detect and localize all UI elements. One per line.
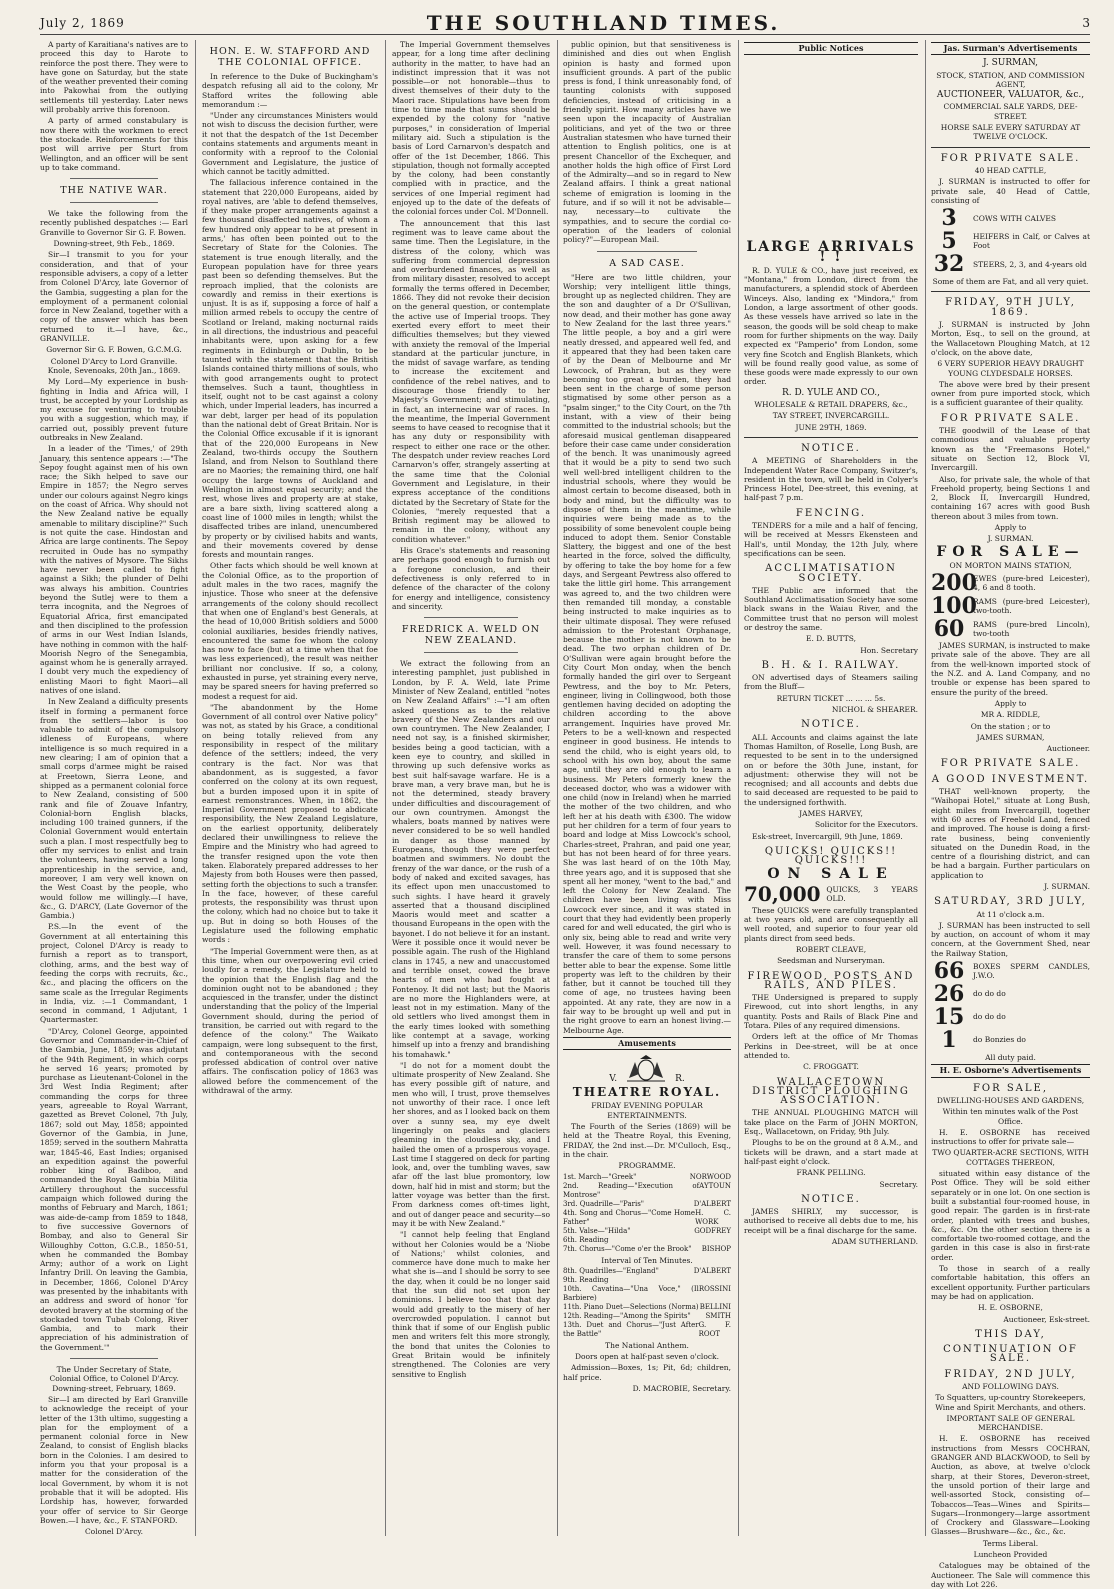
programme-composer: G. F. ROOT [698, 1320, 731, 1338]
dateline: Downing-street, 9th Feb., 1869. [53, 239, 175, 249]
paragraph: We extract the following from an interesting pamphlet, just published in London, by F. A. Weld, late Prime Minister of New Zealand, entitled "notes on New Zealand Affairs" :—"I am often asked questions as to the relative bravery of the New Zealanders and our own countrymen. The New Zealander, I need not say, is a finished skirmisher, besides being a good tactician, with a keen eye to country, and skilled in throwing up such defensive works as best suit half-savage warfare. He is a brave man, a very brave man, but he is not the determined, steady bravery under difficulties and discouragement of our own countrymen. Amongst the whalers, boats manned by natives were never considered to be so well handled in danger as those manned by Europeans, though they were perfect boatmen and swimmers. No doubt the frenzy of the war dance, or the rush of a body of naked and excited savages, has its effect upon men unaccustomed to such sights. I have heard it gravely asserted that a thousand disciplined Maoris would meet and scatter a thousand Europeans in the open with the bayonet. I do not believe it for an instant. Were it possible once it would never be possible again. The rush of the Highland clans in 1745, a new and unaccustomed and terrible onset, cowed the brave hearts of men who had fought at Fontenoy. It did not last; but the Maoris are no more the Highlanders were, at least not in my estimation. Many of the old settlers who lived amongst them in the early times looked with something like contempt at a savage, working himself up into a frenzy and brandishing his tomahawk." [392, 659, 550, 1059]
paragraph: The Fourth of the Series (1869) will be held at the Theatre Royal, this Evening, FRIDAY, the 2nd inst.—Dr. M'Culloch, Esq., in the chair. [563, 1122, 731, 1159]
ad-line: IMPORTANT SALE OF GENERAL MERCHANDISE. [946, 1413, 1075, 1433]
quantity-number: 26 [933, 981, 965, 1008]
signature: Auctioneer. [1046, 744, 1090, 754]
programme-item [563, 1200, 731, 1209]
quantity-number: 15 [933, 1004, 965, 1031]
quantity-number: 200 [931, 570, 977, 597]
article-heading: THE NATIVE WAR. [60, 185, 168, 197]
quantity-line [931, 1027, 1090, 1054]
ad-line: Within ten minutes walk of the Post Office. [942, 1107, 1079, 1126]
quantity-text: HEIFERS in Calf, or Calves at Foot [973, 231, 1090, 251]
ad-line: JAMES SURMAN, [976, 732, 1045, 742]
divider [70, 202, 159, 203]
programme-item [563, 1173, 731, 1182]
paragraph: The announcement that this last regiment was to leave came about the same time. Then the Legislature, in the distress of the colony, which was suffering from commercial depression and overburdened finances, as well as from military disaster, resolved to accept formally the terms offered in December, 1866. They did not revoke their decision on the general question, or contemplate the active use of Imperial troops. They exerted every effort to meet their difficulties themselves; but they viewed with anxiety the removal of the Imperial standard at the particular juncture, in the midst of savage warfare, as tending to increase the excitement and confidence of the rebel natives, and to discourage those friendly to her Majesty's Government; and stimulating, in fact, an internecine war of races. In the meantime, the Imperial Government seems to have ceased to recognise that it has any duty or responsibility with respect to either one race or the other. The despatch under review reaches Lord Carnarvon's offer, strangely asserting at the same time that the Colonial Government and Legislature, in their express acceptance of the conditions dictated by the Secretary of State for the Colonies, "merely requested that a British regiment may be allowed to remain in the colony, without any condition whatever." [392, 218, 550, 544]
signature: Auctioneer, Esk-street. [1003, 1314, 1090, 1324]
ad-line: ROBERT CLEAVE, [795, 945, 867, 954]
ad-line: J. SURMAN. [987, 534, 1034, 544]
ad-line: C. FROGGATT. [803, 1062, 859, 1072]
column-5 [744, 40, 918, 1536]
crest-letter: R. [675, 1073, 685, 1084]
programme-piece: 4th. Song and Chorus—"Come Home Father" [563, 1208, 696, 1226]
quantity-number: 66 [933, 958, 965, 985]
programme-item [563, 1285, 731, 1303]
ad-title: ON SALE [767, 865, 895, 882]
quantity-line [931, 981, 1090, 1008]
ad-title: CONTINUATION OF SALE. [943, 1344, 1078, 1365]
paragraph: "Here are two little children, your Worship; very intelligent little things, brought up as neglected children. They are the son and daughter of a Dr O'Sullivan, now dead, and their mother has gone away to New Zealand for the last three years." The little people, a boy and a girl were neatly dressed, and appeared well fed, and it appeared that they had been taken care of by the Dean of Melbourne and Mr Lowcock, of Prahran, but as they were becoming too great a burden, they had been sent in the charge of some person stigmatised by some other person as a "psalm singer," to the City Court, on the 7th instant, with a view of their being committed to the industrial schools; but the aforesaid musical gentleman disappeared before their case came under consideration of the bench. It was unanimously agreed that it would be a pity to send two such well well-bred intelligent children to the industrial schools, where they would be almost certain to become diseased, both in body and mind, but the difficulty was to dispose of them in the meantime, while inquiries were being made as to the possibility of some benevolent couple being induced to adopt them. Senior Constable Slattery, the biggest and one of the best hearted in the force, solved the difficulty, by offering to take the boy home for a few days, and Sergeant Pewtress also offered to take the little girl home. This arrangement was agreed to, and the two children were then remanded till monday, a constable being instructed to make inquiries as to their ultimate disposal. They were refused admission to the Protestant Orphanage, because the mother is not known to be dead. The two orphan children of Dr. O'Sullivan were again brought before the City Court Mon onday, when the bench formally handed the girl over to Sergeant Pewtress, and the boy to Mr. Peters, engineer, living in Collingwood, both those gentlemen having decided on adopting the children according to the above arrangement. Inquiries have proved Mr. Peters to be a well-known and respected engineer in good business. He intends to send the child, who is eight years old, to school with his own boy, about the same age, until they are old enough to learn a business. Mr Peters formerly knew the deceased doctor, who was a widower with one child (now in Ireland) when he married the mother of the two children, and who left her at his death with £300. The widow put her children for a term of four years to board and lodge at Miss Lowcock's school, Charles-street, Prahran, and paid one year, but has not been heard of for three years. She was last heard of on the 10th May, three years ago, and it is supposed that she spent all her money, "went to the bad," and left the Colony for New Zealand. The children have been living with Miss Lowcock ever since, and it was stated in court that they had evidently been properly cared for and well educated, the girl who is only six, being able to read and write very well. However, it was found necessary to transfer the care of them to some persons better able to bear the expense. Some little property was left to the children by their father, but it cannot be touched till they come of age, no trustees having been appointed. At any rate, they are now in a fair way to be brought up well and put in the right groove to earn an honest living.—Melbourne Age. [563, 272, 731, 1035]
article-heading: HON. E. W. STAFFORD AND THE COLONIAL OFFICE. [209, 46, 371, 68]
ad-line: COMMERCIAL SALE YARDS, DEE-STREET. [943, 102, 1078, 121]
newspaper-title: THE SOUTHLAND TIMES. [426, 11, 781, 35]
ad-line: Apply to [994, 698, 1027, 708]
quantity-line [931, 251, 1090, 278]
programme-item [563, 1209, 731, 1227]
programme-item [563, 1182, 731, 1200]
ad-line: FRANK PELLING. [796, 1168, 866, 1178]
section-heading: Public Notices [744, 42, 918, 55]
ad-line: E. D. BUTTS, [806, 634, 856, 644]
divider [744, 437, 918, 438]
column-1 [40, 40, 188, 1536]
programme-item [563, 1321, 731, 1339]
ad-title: SATURDAY, 3RD JULY, [934, 896, 1087, 908]
ad-line: DWELLING-HOUSES AND GARDENS, [936, 1095, 1085, 1105]
section-heading: H. E. Osborne's Advertisements [931, 1064, 1090, 1077]
quantity-number: 3 [941, 205, 957, 232]
paragraph: Admission—Boxes, 1s; Pit, 6d; children, half price. [563, 1363, 731, 1382]
quantity-number: 70,000 [744, 881, 821, 906]
ad-line: TWO QUARTER-ACRE SECTIONS, WITH COTTAGES THEREON, [932, 1148, 1089, 1167]
programme-piece: 7th. Chorus—"Come o'er the Brook" [563, 1244, 692, 1253]
quantity-line [744, 883, 918, 905]
paragraph: J. SURMAN is instructed to offer for private sale, 40 Head of Cattle, consisting of [931, 177, 1090, 205]
signature: NICHOL & SHEARER. [831, 705, 918, 715]
column-rule [385, 40, 386, 1536]
paragraph: public opinion, but that sensitiveness is diminished and dies out when English opinion is hasty and formed upon insufficient grounds. A part of the public press is fond, I think unreasonably fond, of taunting colonists with supposed deficiencies, instead of criticising in a friendly spirit. How many articles have we seen upon the incapacity of Australian politicians, and yet of the two or three Australian statesmen who have turned their attention to English politics, one is at present Chancellor of the Exchequer, and another holds the high office of First Lord of the Admiralty—and so in regard to New Zealand affairs. I think a great national scheme of emigration is looming in the future, and if so will it not be advisable—nay, necessary—to cultivate the sympathies, and to secure the cordial co-operation of the leaders of colonial policy?"—European Mail. [563, 40, 731, 245]
dateline: Colonel D'Arcy to Lord Granville. Knole, Sevenoaks, 20th Jan., 1869. [47, 356, 181, 375]
paragraph: P.S.—In the event of the Government at all entertaining this project, Colonel D'Arcy is ready to furnish a report as to transport, clothing, arms, and the best way of feeding the corps with recruits, &c., &c., and placing the officers on the same scale as the Irregular Regiments in India, viz. :—1 Commandant, 1 second in command, 1 Adjutant, 1 Quartermaster. [40, 922, 188, 1025]
programme-composer: H. C. WORK [695, 1208, 731, 1226]
paragraph: THE Public are informed that the Southland Acclimatisation Society have some black swans in the Waiau River, and the Committee trust that no person will molest or destroy the same. [744, 585, 918, 632]
paragraph: To those in search of a really comfortable habitation, this offers an excellent opportunity. Further particulars may be had on application. [931, 1264, 1090, 1301]
ad-line: STOCK, STATION, AND COMMISSION AGENT, [936, 70, 1085, 89]
divider [70, 1358, 159, 1359]
paragraph: Also, for private sale, the whole of that Freehold property, being Sections 1 and 2, Block II, Invercargill Hundred, containing 167 acres with good Bush thereon about 3 miles from town. [931, 474, 1090, 521]
paragraph: A party of armed constabulary is now there with the workmen to erect the stockade. Reinforcements for this post will arrive per Sturt from Wellington, and an officer will be sent up to take command. [40, 116, 188, 172]
paragraph: "The abandonment by the Home Government of all control over Native policy" was not, as stated by his Grace, a conditional on being totally relieved from any responsibility in respect of the military defence of the settlers; indeed, the very contrary is the fact. Nor was that abandonment, as is suggested, a favor conferred on the colony at its own request, but a burden imposed upon it in spite of earnest remonstrances. When, in 1862, the Imperial Government proposed to abdicate responsibility, the New Zealand Legislature, on the earliest opportunity, deliberately declared their unwillingness to relieve the Empire and the Ministry who had agreed to the transfer resigned upon the vote then taken. Elaborately prepared addresses to her Majesty from both Houses were then passed, setting forth the objections to such a transfer. In the face, however, of these careful protests, the responsibility was thrust upon the colony, which had no choice but to take it up. But in doing so both Houses of the Legislature used the following emphatic words : [202, 702, 378, 945]
programme-composer: GODFREY [694, 1226, 731, 1235]
quantity-number: 1 [941, 1027, 957, 1054]
quantity-line [931, 570, 1090, 597]
ad-title: NOTICE. [801, 719, 861, 731]
addressee: Colonel D'Arcy. [84, 1527, 144, 1537]
ad-title: FOR SALE— [936, 543, 1085, 560]
column-rule [925, 40, 926, 1536]
programme-item [563, 1267, 731, 1276]
paragraph: JAMES SHIRLY, my successor, is authorised to receive all debts due to me, his receipt will be a final discharge for the same. [744, 1207, 918, 1235]
divider [424, 652, 519, 653]
event-title: FRIDAY EVENING POPULAR ENTERTAINMENTS. [591, 1101, 703, 1120]
ad-line: AND FOLLOWING DAYS. [962, 1381, 1059, 1391]
quantity-number: 5 [941, 228, 957, 255]
paragraph: R. D. YULE & CO., have just received, ex "Montana," from London, direct from the manufacturers, a splendid stock of Aberdeen Winceys. Also, landing ex "Mindora," from London, a large assortment of other goods. As these vessels have arrived so late in the season, the goods will be sold cheap to make room for further shipments on the way. Daily expected ex "Pamperio" from London, some very fine Scotch and English Blankets, which will be found really good value, as some of these goods were made expressly to our own order. [744, 265, 918, 387]
paragraph: H. E. OSBORNE has received instructions to offer for private sale— [931, 1127, 1090, 1147]
programme-composer: ROSSINI [698, 1284, 731, 1293]
programme-composer: BELLINI [699, 1302, 731, 1311]
quantity-line [931, 593, 1090, 620]
column-6 [931, 40, 1090, 1589]
ad-line: JAMES HARVEY, [799, 809, 863, 819]
quantity-text: do do do [973, 1012, 1006, 1022]
programme-piece: 9th. Reading [563, 1275, 609, 1284]
programme-piece: 5th. Valse—"Hilda" [563, 1226, 631, 1235]
ad-line: Apply to [994, 522, 1027, 532]
paragraph: In New Zealand a difficulty presents itself in forming a permanent force from the settlers—labor is too valuable to admit of the compulsory idleness of Europeans, where intelligence is so much required in a new clearing; I am of opinion that a small corps d'armee might be raised at Freetown, Sierra Leone, and shipped as a permanent colonial force to New Zealand, consisting of 500 rank and file of Zouave Infantry, Colonial-born English blacks, including 100 trained gunners, if the Colonial Government would entertain such a plan. I most respectfully beg to offer my services to enlist and train the volunteers, having served a long apprenticeship in the service, and, moreover, I am very well known on the West Coast by the people, who would follow me willingly.—I have, &c., G. D'ARCY, (Late Governor of the Gambia.) [40, 697, 188, 921]
quantity-text: RAMS (pure-bred Lincoln), two-tooth [973, 619, 1090, 639]
programme-list [563, 1267, 731, 1339]
crest-letter: V. [609, 1073, 618, 1084]
dateline: The Under Secretary of State, Colonial Office, to Colonel D'Arcy. Downing-street, February, 1869. [49, 1365, 179, 1393]
quantity-text: do Bonzies do [973, 1035, 1026, 1045]
column-2 [202, 40, 378, 1536]
paragraph: ALL Accounts and claims against the late Thomas Hamilton, of Roselle, Long Bush, are requested to be sent in to the undersigned on or before the 30th June, instant, for adjustment: otherwise they will not be recognised; and all accounts and debts due to said deceased are requested to be paid to the undersigned forthwith. [744, 732, 918, 807]
anthem-note: The National Anthem. [605, 1340, 689, 1350]
coat-of-arms-icon [623, 1054, 669, 1084]
ad-line: JUNE 29TH, 1869. [795, 422, 867, 432]
ad-line: RETURN TICKET ... ... ... 5s. [776, 693, 886, 703]
ad-title: A GOOD INVESTMENT. [931, 773, 1090, 785]
paragraph: His Grace's statements and reasoning are perhaps good enough to furnish out a foregone conclusion, and their defectiveness is only referred to in defence of the character of the colony for energy and intelligence, consistency and sincerity. [392, 546, 550, 611]
divider [931, 291, 1090, 292]
issue-date: July 2, 1869 [40, 16, 125, 30]
doors-note: Doors open at half-past seven o'clock. [575, 1352, 719, 1362]
programme-heading: PROGRAMME. [618, 1161, 676, 1171]
signature: Solicitor for the Executors. [815, 820, 918, 830]
ad-line: Seedsman and Nurseryman. [777, 956, 885, 966]
column-rule [557, 40, 558, 1536]
ad-line: All duty paid. [985, 1053, 1036, 1063]
divider [597, 251, 698, 252]
paragraph: J. SURMAN is instructed by John Morton, Esq., to sell on the ground, at the Wallacetown Ploughing Match, at 12 o'clock, on the above date, [931, 320, 1090, 357]
ad-line: 6 VERY SUPERIOR HEAVY DRAUGHT YOUNG CLYDESDALE HORSES. [937, 359, 1084, 378]
paragraph: "Under any circumstances Ministers would not wish to discuss the decision further, were it not that the despatch of the 1st December contains statements and arguments meant in conformity with a reproof to the Colonial Government and Legislature, the justice of which cannot be tacitly admitted. [202, 111, 378, 176]
ad-line: 40 HEAD CATTLE, [974, 165, 1047, 175]
programme-list [563, 1173, 731, 1254]
paragraph: J. SURMAN has been instructed to sell by auction, on account of whom it may concern, at the Government Shed, near the Railway Station, [931, 920, 1090, 958]
quantity-line [931, 1004, 1090, 1031]
programme-piece: 1st. March—"Greek" [563, 1172, 637, 1181]
interval-note: Interval of Ten Minutes. [601, 1255, 693, 1265]
paragraph: "I do not for a moment doubt the ultimate prosperity of New Zealand. She has every possible gift of nature, and men who will, I trust, prove themselves not unworthy of their race. I once left her shores, and as I looked back on them over a sunny sea, my eye dwelt lingeringly on peaks and glaciers gleaming in the cloudless sky, and I hailed the omen of a prosperous voyage. Last time I staggered on deck for parting look, and, over the tumbling waves, saw afar off the last blue promontory, low down, half hid in mist and storm; but the latter voyage was better than the first. From darkness comes oft-times light, and out of danger peace and security—so may it be with New Zealand." [392, 1060, 550, 1228]
divider [424, 617, 519, 618]
ad-line: J. SURMAN, [982, 58, 1039, 69]
paragraph: THE goodwill of the Lease of that commodious and valuable property known as the "Freemasons Hotel," situate on Section 12, Block VI, Invercargill. [931, 426, 1090, 473]
paragraph: Orders left at the office of Mr Thomas Perkins in Dee-street, will be at once attended to. [744, 1032, 918, 1060]
ad-title: NOTICE. [801, 442, 861, 454]
paragraph: H. E. OSBORNE has received instructions from Messrs COCHRAN, GRANGER AND BLACKWOOD, to Sell by Auction, as above, at twelve o'clock sharp, at their Stores, Deveron-street, the unsold portion of their large and well-assorted Stock, consisting of—Tobaccos—Teas—Wines and Spirits—Sugars—Ironmongery—large assortment of Crockery and Glassware—Looking Glasses—Brushware—&c., &c., &c. [931, 1434, 1090, 1537]
quantity-text: QUICKS, 3 YEARS OLD. [826, 884, 918, 903]
divider [70, 178, 159, 179]
paragraph: ON advertised days of Steamers sailing from the Bluff— [744, 673, 918, 692]
programme-composer: BISHOP [701, 1244, 731, 1253]
ad-line: Some of them are Fat, and all very quiet. [932, 277, 1089, 287]
ad-line: ON MORTON MAINS STATION, [949, 560, 1072, 570]
paragraph: The above were bred by their present owner from pure imported stock, which is a sufficient guarantee of their quality. [931, 379, 1090, 408]
paragraph: Other facts which should be well known at the Colonial Office, as to the proportion of adult males in the two races, magnify the injustice. Those who sneer at the defensive arrangements of the colony should recollect that when one of England's best Generals, at the head of 10,000 British soldiers and 5000 colonial auxiliaries, besides friendly natives, encountered the same foe whom the colony has now to face (but at a time when that foe was less experienced), the result was neither brilliant nor conclusive. If so, a colony, exhausted in purse, yet straining every nerve, may be spared sneers for having preferred so modest a request for aid. [202, 561, 378, 701]
programme-item [563, 1236, 731, 1245]
paragraph: Sir—I am directed by Earl Granville to acknowledge the receipt of your letter of the 13th ultimo, suggesting a plan for the employment of a permanent colonial force in New Zealand, to consist of English blacks born in the Colonies. I am desired to inform you that your proposal is a matter for the consideration of the local Government, by whom it is not probable that it will be adopted. His Lordship has, however, forwarded your offer of service to Sir George Bowen.—I have, &c., F. STANFORD. [40, 1394, 188, 1525]
programme-piece: 8th. Quadrilles—"England" [563, 1266, 659, 1275]
livestock-list [931, 570, 1090, 643]
ad-line: AUCTIONEER, VALUATOR, &c., [936, 90, 1085, 101]
paragraph: Esk-street, Invercargill, 9th June, 1869. [752, 831, 903, 841]
paragraph: A party of Karaitiana's natives are to proceed this day to Harote to reinforce the post there. They were to have gone on Saturday, but the state of the weather prevented their coming into Pakowhai from the outlying settlements till yesterday. Later news will probably arrive this forenoon. [40, 40, 189, 115]
ad-title: THIS DAY, [975, 1328, 1046, 1340]
paragraph: In a leader of the 'Times,' of 29th January, this sentence appears :—"The Sepoy fought against men of his own race; the Sikh helped to save our Empire in 1857; the Negro serves under our colours against Negro kings on the coast of Africa. Why should not the New Zealand native be equally amenable to military discipline?" Such is not quite the case. Hindostan and Africa are large continents. The Sepoy recruited in Oude has no sympathy with the natives of Mysore. The Sikhs have never been called to fight against a Sikh; the plunder of Delhi was always his ambition. Countries beyond the Sutlej were to them a terra incognita, and the Negroes of Equatorial Africa, first emancipated and then disciplined to the profession of arms in our West Indian Islands, have nothing in common with the half-Moorish Negro of the Senegambia, against whom he is generally arrayed. I doubt very much the expediency of enlisting Maori to fight Maori—all natives of one island. [40, 444, 188, 695]
paragraph: The fallacious inference contained in the statement that 220,000 Europeans, aided by royal natives, are 'able to defend themselves, if they make proper arrangements against a few thousand disaffected natives, of whom a few hundred only appear to be at present in arms,' has often been pointed out to the Secretary of State for the Colonies. The statement is true enough literally, and the European population have for three years past been so defending themselves. But the reproach implied, that the colonists are cowardly and remiss in their exertions is unjust. It is as if, supposing a force of half a million armed rebels to occupy the centre of Scotland or Ireland, making nocturnal raids in all directions, the industrious and peaceful inhabitants were, upon asking for a few regiments in Edinburgh or Dublin, to be taunted with the statement that the British Islands contained thirty millions of souls, who with good arrangements ought to protect themselves. Such a taunt, thoughtless in itself, ought not to be cast against a colony which, under Imperial leaders, has incurred a war debt, larger per head of its population than the national debt of Great Britain. Nor is the Colonial Office excusable if it is ignorant that of the 220,000 Europeans in New Zealand, two-thirds occupy the Southern Island, and from Nelson to Southland there are no Maories; the remaining third, one half occupy the large towns of Auckland and Wellington in almost equal security; and the rest, whose lives and property are at stake, are a bare sixth, living scattered along a coast line of 1000 miles in length; whilst the disaffected tribes are inland, unencumbered by property or by civilised habits and wants, and their movements covered by dense forests and mountain ranges. [202, 178, 378, 560]
goods-list [931, 958, 1090, 1054]
quantity-number: 100 [931, 593, 977, 620]
livestock-list [931, 205, 1090, 278]
programme-item [563, 1276, 731, 1285]
quantity-line [931, 616, 1090, 643]
ad-title: ACCLIMATISATION SOCIETY. [765, 563, 897, 584]
paragraph: "The Imperial Government were then, as at this time, when our overpowering evil cried loudly for a remedy, the Legislature held to the opinion that the English flag and the dominion ought not to be abandoned ; they acquiesced in the transfer, under the distinct understanding that the policy of the Imperial Government should, during the period of transition, be carried out with regard to the defence of the colony." The Waikato campaign, were long subsequent to the first, and contemporaneous with the second professed abdication of control over native affairs. The confiscation policy of 1863 was allowed before the commencement of the withdrawal of the army. [202, 946, 378, 1096]
signature: D. MACROBIE, Secretary. [632, 1384, 731, 1394]
quantity-text: EWES (pure-bred Leicester), 4, 6 and 8 tooth. [973, 573, 1090, 593]
signature: Hon. Secretary [860, 645, 918, 655]
programme-item [563, 1312, 731, 1321]
paragraph: We take the following from the recently published despatches :— Earl Granville to Governor Sir G. F. Bowen. [40, 209, 188, 237]
ad-title: WALLACETOWN DISTRICT PLOUGHING ASSOCIATION. [752, 1076, 910, 1107]
column-rule [195, 40, 196, 1536]
quantity-text: do do do [973, 989, 1006, 999]
programme-composer: AYTOUN [699, 1181, 731, 1190]
ad-line: HORSE SALE EVERY SATURDAY AT TWELVE O'CLOCK. [940, 123, 1081, 142]
paragraph: Ploughs to be on the ground at 8 A.M., and tickets will be drawn, and a start made at half-past eight o'clock. [744, 1138, 918, 1166]
paragraph: THE ANNUAL PLOUGHING MATCH will take place on the Farm of JOHN MORTON, Esq., Wallacetown, on Friday, 9th July. [744, 1108, 918, 1137]
signature: Secretary. [879, 1179, 918, 1189]
paragraph: THE Undersigned is prepared to supply Firewood, cut into short lengths, in any quantity. Posts and Rails of Black Pine and Totara. Piles of any required dimensions. [744, 993, 918, 1031]
section-heading: Jas. Surman's Advertisements [931, 42, 1090, 55]
masthead [40, 12, 1090, 35]
ad-title: FOR PRIVATE SALE. [940, 412, 1081, 424]
ad-line: TAY STREET, INVERCARGILL. [772, 411, 890, 421]
ad-line: R. D. YULE AND CO., [782, 387, 880, 398]
paragraph: My Lord—My experience in bush-fighting in India and Africa will, I trust, be accepted by your Lordship as my excuse for venturing to trouble you with a suggestion, which may, if carried out, possibly prevent future outbreaks in New Zealand. [40, 377, 188, 442]
programme-composer: SMITH [705, 1311, 731, 1320]
ad-title: FENCING. [795, 507, 867, 519]
ad-line: Luncheon Provided [973, 1550, 1048, 1560]
programme-item [563, 1227, 731, 1236]
page-number: 3 [1082, 16, 1090, 30]
article-heading: A SAD CASE. [609, 257, 685, 269]
programme-piece: 13th. Duet and Chorus—"Just After the Battle" [563, 1320, 699, 1338]
ad-line: Terms Liberal. [982, 1538, 1039, 1548]
quantity-line [931, 205, 1090, 232]
programme-piece: 10th. Cavatina—"Una Voce," (Il Barbiere) [563, 1284, 699, 1302]
paragraph: Sir—I transmit to you for your consideration, and that of your responsible advisers, a copy of a letter from Colonel D'Arcy, late Governor of the Gambia, suggesting a plan for the employment of a permanent colonial force in New Zealand, together with a copy of the answer which has been returned to it.—I have, &c., GRANVILLE. [40, 250, 188, 344]
paragraph: A MEETING of Shareholders in the Independent Water Race Company, Switzer's, resident in the town, will be held in Colyer's Princess Hotel, Dee-street, this evening, at half-past 7 p.m. [744, 456, 918, 503]
ad-line: WHOLESALE & RETAIL DRAPERS, &c., [754, 400, 908, 410]
programme-composer: D'ALBERT [693, 1266, 731, 1275]
ad-title: NOTICE. [801, 1193, 861, 1205]
quantity-number: 60 [933, 616, 965, 643]
column-rule [738, 40, 739, 1536]
ad-line: H. E. OSBORNE, [978, 1303, 1043, 1313]
paragraph: situated within easy distance of the Post Office. They will be sold either separately or in one lot. On one section is built a substantial four-roomed house, in good repair. The garden is in first-rate order, planted with trees and bushes, &c., &c. On the other section there is a comfortable two-roomed cottage, and the garden in this case is also in first-rate order. [931, 1169, 1090, 1262]
ad-line: MR A. RIDDLE, [980, 710, 1041, 720]
programme-piece: 2nd. Reading—"Execution of Montrose" [563, 1181, 700, 1199]
programme-piece: 3rd. Quadrille—"Paris" [563, 1199, 645, 1208]
ad-title: FOR SALE, [972, 1082, 1049, 1094]
ad-title: FRIDAY, 9TH JULY, 1869. [945, 297, 1076, 318]
quantity-line [931, 228, 1090, 255]
paragraph: These QUICKS were carefully transplanted at two years old, and are consequently all well rooted, and superior to four year old plants direct from seed beds. [744, 905, 918, 943]
ad-title: FIREWOOD, POSTS AND RAILS, AND PILES. [747, 970, 915, 991]
programme-item [563, 1303, 731, 1312]
paragraph: "D'Arcy, Colonel George, appointed Governor and Commander-in-Chief of the Gambia, June, 1859; was adjutant of the 94th Regiment, in which corps he served 16 years; promoted by purchase as Lieutenant-Colonel in the 3rd West India Regiment; after commanding the corps for three years, agreeable to Royal Warrant, gazetted as Brevet Colonel, 7th July, 1867; sold out May, 1858; appointed Governor of the Gambia, in June, 1859; served in the southern Mahratta war, 1845-46, East Indies; organised an expedition against the powerful robber king of Badiboo, and commanded the Royal Gambia Militia Artillery throughout the successful campaign which followed during the months of February and March, 1861; was aide-de-camp from 1859 to 1848, to five successive Governors of Bombay, and also to General Sir Willoughby Cotton, G.C.B., 1850-51, when he commanded the Bombay Army; author of a work on Light Infantry Drill. On leaving the Gambia, in December, 1866, Colonel D'Arcy was presented by the inhabitants with an address and sword of honor 'for devoted bravery at the storming of the stockaded town Tubab Colong, River Gambia, and to mark their appreciation of his administration of the Government.'" [40, 1026, 188, 1352]
paragraph: THAT well-known property, the "Waihopai Hotel," situate at Long Bush, eight miles from Invercargill, together with 60 acres of Freehold Land, fenced and improved. The house is doing a first-rate business, being conveniently situated on the Dunedin Road, in the centre of a flourishing district, and can be had a bargain. Further particulars on application to [931, 787, 1090, 880]
programme-item [563, 1245, 731, 1254]
ad-title: FRIDAY, 2ND JULY, [944, 1368, 1077, 1380]
programme-piece: 11th. Piano Duet—Selections (Norma) [563, 1302, 699, 1311]
paragraph: TENDERS for a mile and a half of fencing, will be received at Messrs Ekensteen and Hall's, until Monday, the 12th July, where specifications can be seen. [744, 521, 918, 558]
theatre-title: THEATRE ROYAL. [572, 1085, 722, 1100]
quantity-text: BOXES SPERM CANDLES, J.W.O. [973, 961, 1090, 981]
quantity-text: COWS WITH CALVES [973, 213, 1056, 223]
signature: J. SURMAN. [1044, 882, 1090, 891]
ad-line: On the station ; or to [970, 721, 1051, 731]
paragraph: In reference to the Duke of Buckingham's despatch refusing all aid to the colony, Mr Stafford writes the following able memorandum :— [202, 72, 378, 109]
column-4 [563, 40, 731, 1536]
ad-title: QUICKS! QUICKS!! QUICKS!!! [764, 845, 898, 867]
divider [931, 147, 1090, 148]
quantity-text: STEERS, 2, 3, and 4-years old [973, 259, 1087, 269]
paragraph: JAMES SURMAN, is instructed to make private sale of the above. They are all from the well-known imported stock of the N.Z. and A. Land Company, and no trouble or expense has been spared to ensure the purity of the breed. [931, 641, 1090, 697]
ad-title: LARGE ARRIVALS ! ! [746, 239, 916, 265]
quantity-line [931, 958, 1090, 985]
quantity-number: 32 [933, 251, 965, 278]
programme-composer: NORWOOD [689, 1172, 731, 1181]
royal-crest [563, 1054, 731, 1084]
ad-title: FOR PRIVATE SALE. [940, 758, 1081, 770]
ad-line: To Squatters, up-country Storekeepers, Wine and Spirit Merchants, and others. [935, 1393, 1086, 1412]
column-3 [392, 40, 550, 1536]
section-heading: Amusements [563, 1037, 731, 1050]
ad-title: B. H. & I. RAILWAY. [761, 659, 901, 671]
article-heading: FREDRICK A. WELD ON NEW ZEALAND. [401, 624, 541, 647]
blank-space [744, 59, 918, 239]
paragraph: Catalogues may be obtained of the Auctioneer. The Sale will commence this day with Lot 226. [931, 1561, 1090, 1589]
addressee: Governor Sir G. F. Bowen, G.C.M.G. [46, 345, 182, 355]
paragraph: The Imperial Government themselves appear, for a long time after declining authority in the matter, to have had an indistinct impression that it was not possible—or not honorable—thus to divest themselves of their duty to the Maori race. Stipulations have been from time to time made that sums should be expended by the colony for "native purposes," in consideration of Imperial military aid. Such a stipulation is the basis of Lord Carnarvon's despatch and offer of the 1st December, 1866. This stipulation, though not formally accepted by the colony, had been constantly complied with in practice, and the services of one Imperial regiment had enjoyed up to the date of the defeats of the colonial forces under Col. M'Donnell. [392, 40, 550, 217]
quantity-text: RAMS (pure-bred Leicester), two-tooth. [973, 596, 1090, 616]
ad-title: FOR PRIVATE SALE. [940, 152, 1081, 164]
signature: ADAM SUTHERLAND. [831, 1237, 918, 1247]
programme-piece: 6th. Reading [563, 1235, 609, 1244]
paragraph: "I cannot help feeling that England without her Colonies would be a 'Niobe of Nations;' whilst colonies, and commerce have done much to make her what she is—and I should be sorry to see the day, when it could be no longer said that the sun did not set upon her dominions. I believe too that that day would add greatly to the misery of her overcrowded population. I cannot but think that if some of our English public men and writers felt this more strongly, the bond that unites the Colonies to Great Britain would be infinitely strengthened. The Colonies are very sensitive to English [392, 1230, 550, 1379]
programme-composer: D'ALBERT [693, 1199, 731, 1208]
ad-line: At 11 o'clock a.m. [976, 909, 1045, 919]
programme-piece: 12th. Reading—"Among the Spirits" [563, 1311, 691, 1320]
